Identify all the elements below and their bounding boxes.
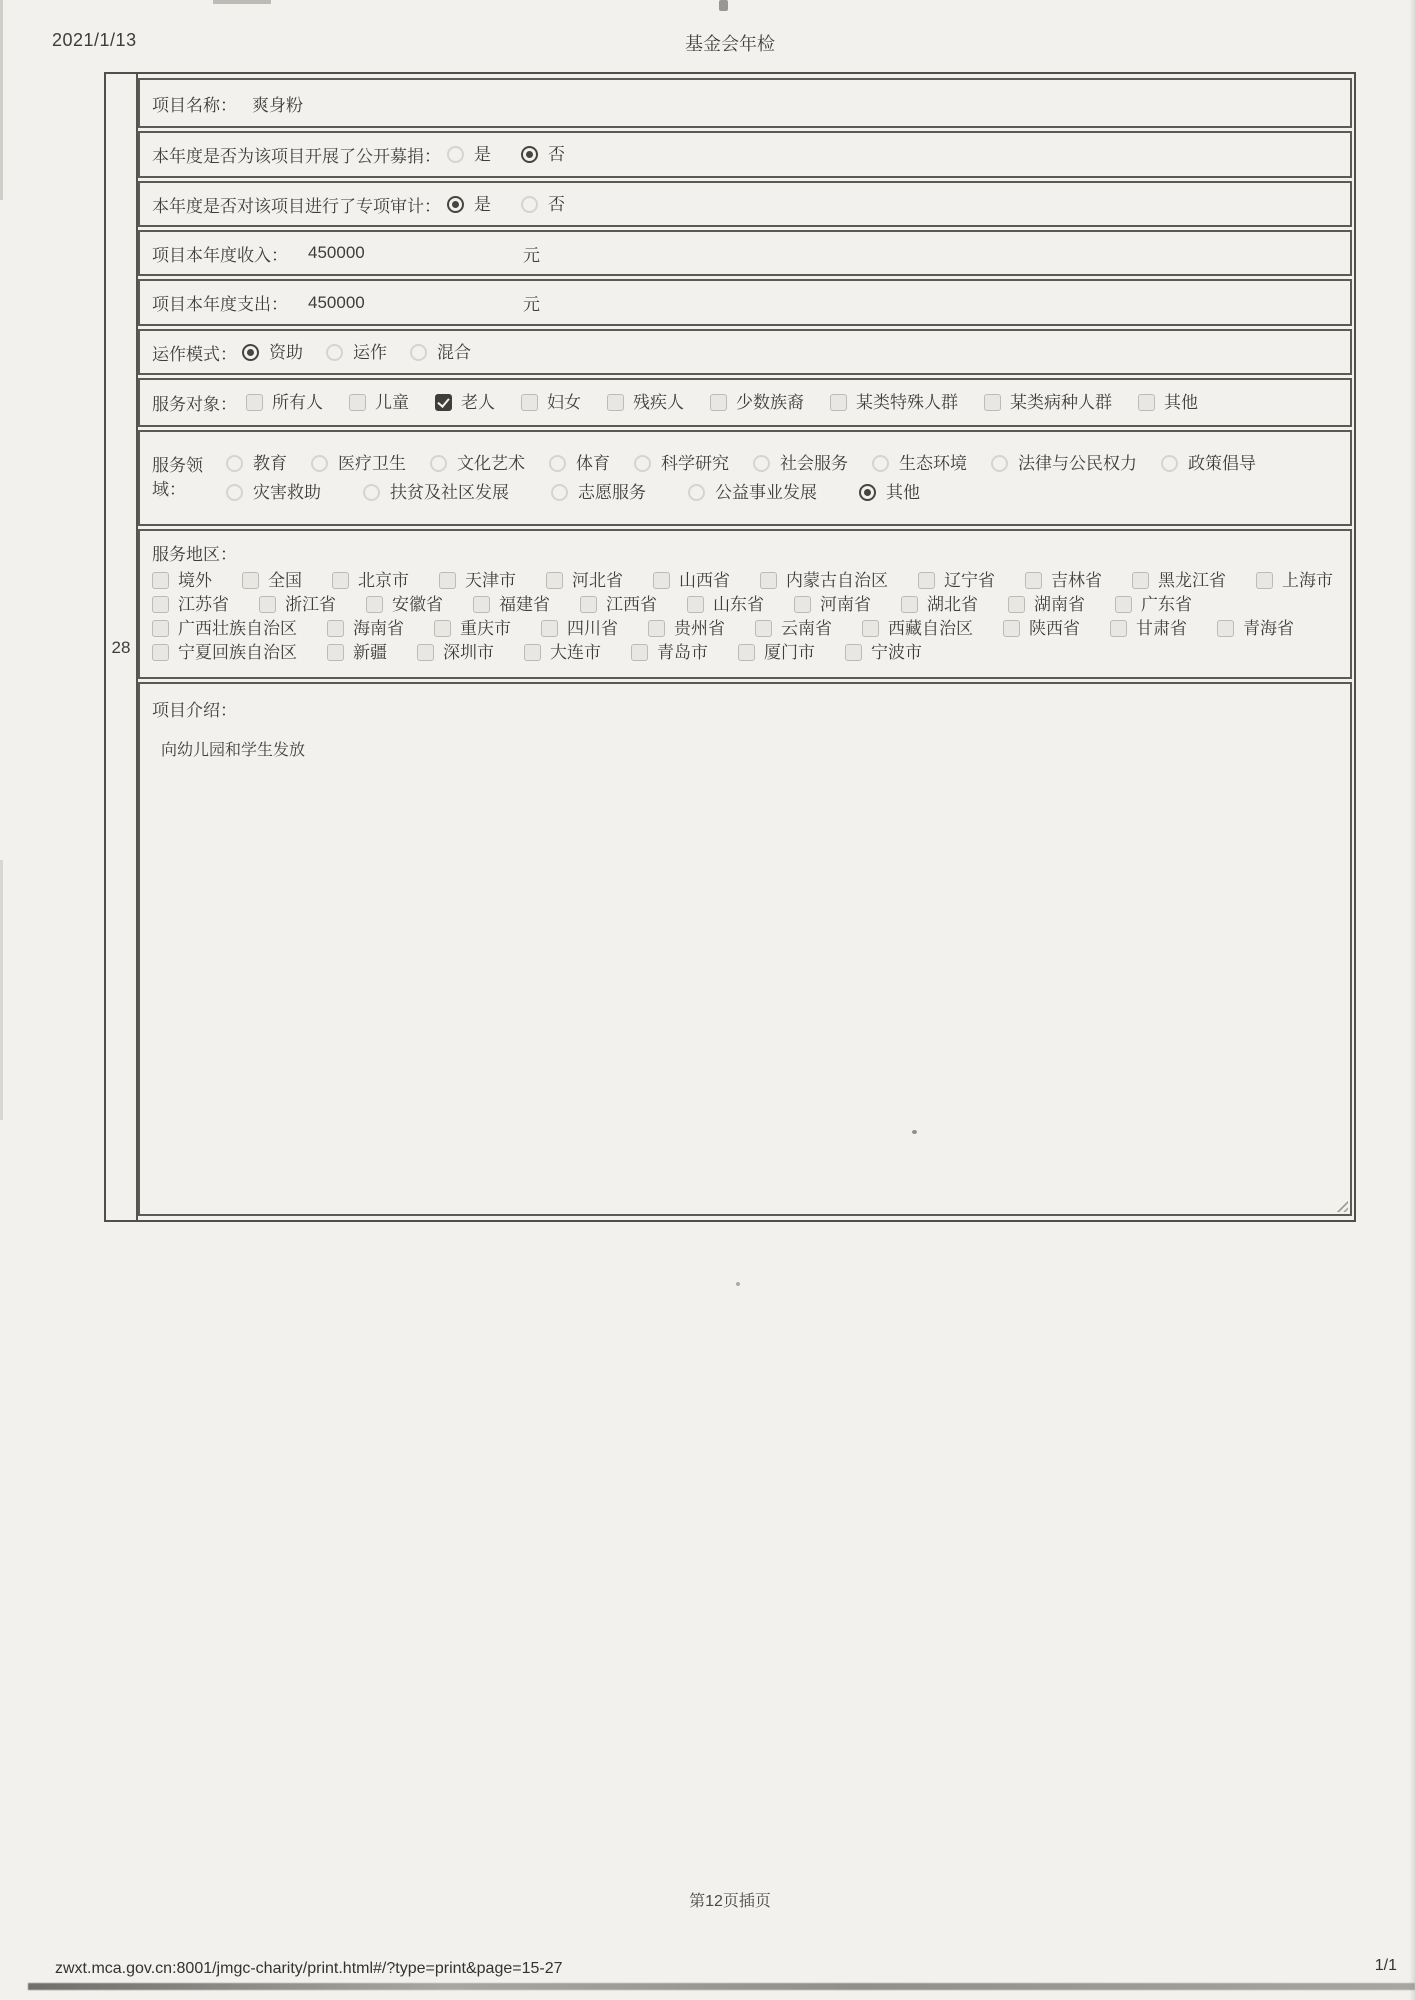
radio-label: 政策倡导 bbox=[1188, 454, 1256, 473]
checkbox-option[interactable] bbox=[435, 394, 495, 411]
checkbox-label: 全国 bbox=[268, 571, 302, 590]
checkbox-label: 黑龙江省 bbox=[1158, 571, 1226, 590]
service-field-label bbox=[152, 454, 226, 502]
service-area-line2 bbox=[152, 596, 1340, 613]
annual-income-unit: 元 bbox=[523, 245, 540, 265]
checkbox-icon[interactable] bbox=[794, 596, 811, 613]
radio-option[interactable] bbox=[551, 484, 646, 501]
checkbox-icon[interactable] bbox=[1025, 572, 1042, 589]
checkbox-option[interactable] bbox=[524, 644, 601, 661]
radio-label: 运作 bbox=[353, 342, 387, 362]
radio-label: 公益事业发展 bbox=[715, 483, 817, 502]
scan-artifact bbox=[0, 0, 3, 200]
checkbox-icon[interactable] bbox=[435, 394, 452, 411]
checkbox-icon[interactable] bbox=[473, 596, 490, 613]
service-field-label-line1: 服务领 bbox=[152, 456, 203, 475]
checkbox-label: 妇女 bbox=[547, 393, 581, 412]
radio-option[interactable] bbox=[753, 455, 848, 472]
radio-label: 社会服务 bbox=[780, 454, 848, 473]
radio-icon[interactable] bbox=[410, 344, 427, 361]
checkbox-label: 新疆 bbox=[353, 643, 387, 662]
public-fundraising-label: 本年度是否为该项目开展了公开募捐： bbox=[152, 147, 441, 166]
checkbox-option[interactable] bbox=[152, 572, 212, 589]
checkbox-option[interactable] bbox=[246, 394, 323, 411]
checkbox-label: 大连市 bbox=[550, 643, 601, 662]
checkbox-label: 重庆市 bbox=[460, 619, 511, 638]
checkbox-option[interactable] bbox=[687, 596, 764, 613]
checkbox-label: 河南省 bbox=[820, 595, 871, 614]
checkbox-label: 江苏省 bbox=[178, 595, 229, 614]
radio-label: 生态环境 bbox=[899, 454, 967, 473]
radio-option[interactable] bbox=[872, 455, 967, 472]
checkbox-option[interactable] bbox=[845, 644, 922, 661]
checkbox-option[interactable] bbox=[653, 572, 730, 589]
checkbox-option[interactable] bbox=[984, 394, 1112, 411]
checkbox-icon[interactable] bbox=[1132, 572, 1149, 589]
checkbox-icon[interactable] bbox=[546, 572, 563, 589]
radio-option[interactable] bbox=[311, 455, 406, 472]
radio-label: 法律与公民权力 bbox=[1018, 454, 1137, 473]
checkbox-option[interactable] bbox=[631, 644, 708, 661]
row-project-name bbox=[138, 78, 1352, 128]
form-rows bbox=[138, 74, 1354, 1220]
checkbox-icon[interactable] bbox=[242, 572, 259, 589]
page-indicator: 1/1 bbox=[1374, 1957, 1397, 1974]
checkbox-label: 宁夏回族自治区 bbox=[178, 643, 297, 662]
checkbox-label: 所有人 bbox=[272, 393, 323, 412]
checkbox-label: 河北省 bbox=[572, 571, 623, 590]
row-special-audit bbox=[138, 181, 1352, 227]
row-annual-expense bbox=[138, 279, 1352, 326]
radio-option[interactable] bbox=[430, 455, 525, 472]
service-area-line3 bbox=[152, 620, 1340, 637]
checkbox-label: 天津市 bbox=[465, 571, 516, 590]
project-name-value: 爽身粉 bbox=[252, 95, 303, 115]
checkbox-label: 深圳市 bbox=[443, 643, 494, 662]
radio-icon[interactable] bbox=[549, 455, 566, 472]
checkbox-icon[interactable] bbox=[1217, 620, 1234, 637]
checkbox-option[interactable] bbox=[439, 572, 516, 589]
radio-label: 教育 bbox=[253, 454, 287, 473]
checkbox-label: 少数族裔 bbox=[736, 393, 804, 412]
radio-label: 文化艺术 bbox=[457, 454, 525, 473]
radio-icon[interactable] bbox=[326, 344, 343, 361]
radio-icon[interactable] bbox=[521, 146, 538, 163]
checkbox-icon[interactable] bbox=[152, 644, 169, 661]
checkbox-label: 青岛市 bbox=[657, 643, 708, 662]
radio-label: 科学研究 bbox=[661, 454, 729, 473]
checkbox-icon[interactable] bbox=[417, 644, 434, 661]
checkbox-icon[interactable] bbox=[152, 596, 169, 613]
checkbox-label: 某类特殊人群 bbox=[856, 393, 958, 412]
row-project-intro bbox=[138, 682, 1352, 1216]
checkbox-label: 福建省 bbox=[499, 595, 550, 614]
radio-icon[interactable] bbox=[521, 196, 538, 213]
checkbox-icon[interactable] bbox=[366, 596, 383, 613]
radio-label: 否 bbox=[548, 145, 565, 164]
checkbox-option[interactable] bbox=[152, 644, 297, 661]
service-area-line1 bbox=[152, 572, 1340, 589]
row-service-target bbox=[138, 378, 1352, 427]
checkbox-label: 海南省 bbox=[353, 619, 404, 638]
checkbox-icon[interactable] bbox=[1115, 596, 1132, 613]
checkbox-option[interactable] bbox=[152, 596, 229, 613]
radio-option[interactable] bbox=[634, 455, 729, 472]
checkbox-icon[interactable] bbox=[760, 572, 777, 589]
service-target-label: 服务对象： bbox=[152, 395, 237, 414]
checkbox-icon[interactable] bbox=[327, 644, 344, 661]
checkbox-option[interactable] bbox=[760, 572, 888, 589]
radio-icon[interactable] bbox=[1161, 455, 1178, 472]
checkbox-option[interactable] bbox=[918, 572, 995, 589]
checkbox-icon[interactable] bbox=[862, 620, 879, 637]
checkbox-icon[interactable] bbox=[1256, 572, 1273, 589]
checkbox-option[interactable] bbox=[1138, 394, 1198, 411]
radio-option[interactable] bbox=[226, 455, 287, 472]
radio-option[interactable] bbox=[447, 146, 491, 163]
radio-icon[interactable] bbox=[688, 484, 705, 501]
checkbox-label: 山东省 bbox=[713, 595, 764, 614]
checkbox-label: 陕西省 bbox=[1029, 619, 1080, 638]
scan-artifact bbox=[719, 0, 728, 11]
checkbox-label: 甘肃省 bbox=[1136, 619, 1187, 638]
checkbox-icon[interactable] bbox=[755, 620, 772, 637]
service-field-line2 bbox=[226, 484, 1256, 501]
resize-grip-icon[interactable] bbox=[1334, 1198, 1348, 1212]
checkbox-icon[interactable] bbox=[152, 572, 169, 589]
scan-artifact bbox=[28, 1983, 1415, 1990]
radio-option[interactable] bbox=[859, 484, 920, 501]
radio-icon[interactable] bbox=[551, 484, 568, 501]
checkbox-icon[interactable] bbox=[259, 596, 276, 613]
checkbox-icon[interactable] bbox=[434, 620, 451, 637]
checkbox-option[interactable] bbox=[327, 620, 404, 637]
checkbox-label: 境外 bbox=[178, 571, 212, 590]
annual-expense-value: 450000 bbox=[308, 292, 365, 312]
checkbox-option[interactable] bbox=[473, 596, 550, 613]
checkbox-label: 安徽省 bbox=[392, 595, 443, 614]
project-intro-label: 项目介绍： bbox=[152, 701, 237, 720]
special-audit-label: 本年度是否对该项目进行了专项审计： bbox=[152, 196, 441, 216]
checkbox-option[interactable] bbox=[830, 394, 958, 411]
radio-label: 是 bbox=[474, 145, 491, 164]
project-intro-value: 向幼儿园和学生发放 bbox=[161, 742, 306, 759]
scan-artifact bbox=[1409, 0, 1415, 2000]
service-field-line1 bbox=[226, 455, 1256, 472]
checkbox-icon[interactable] bbox=[648, 620, 665, 637]
service-field-label-line2: 域： bbox=[152, 480, 186, 499]
annual-expense-label: 项目本年度支出： bbox=[152, 295, 288, 314]
radio-option[interactable] bbox=[363, 484, 509, 501]
checkbox-icon[interactable] bbox=[1003, 620, 1020, 637]
checkbox-icon[interactable] bbox=[607, 394, 624, 411]
radio-icon[interactable] bbox=[226, 455, 243, 472]
radio-label: 混合 bbox=[437, 342, 471, 362]
special-audit-options bbox=[447, 196, 565, 213]
checkbox-label: 西藏自治区 bbox=[888, 619, 973, 638]
radio-icon[interactable] bbox=[311, 455, 328, 472]
checkbox-label: 江西省 bbox=[606, 595, 657, 614]
checkbox-option[interactable] bbox=[580, 596, 657, 613]
checkbox-icon[interactable] bbox=[246, 394, 263, 411]
radio-icon[interactable] bbox=[991, 455, 1008, 472]
radio-option[interactable] bbox=[521, 146, 565, 163]
source-url: zwxt.mca.gov.cn:8001/jmgc-charity/print.html#/?type=print&page=15-27 bbox=[55, 1960, 563, 1977]
page-title: 基金会年检 bbox=[685, 34, 775, 54]
checkbox-label: 湖北省 bbox=[927, 595, 978, 614]
checkbox-label: 老人 bbox=[461, 393, 495, 412]
radio-icon[interactable] bbox=[447, 146, 464, 163]
radio-label: 扶贫及社区发展 bbox=[390, 483, 509, 502]
radio-icon[interactable] bbox=[447, 196, 464, 213]
checkbox-icon[interactable] bbox=[687, 596, 704, 613]
annual-income-label: 项目本年度收入： bbox=[152, 245, 288, 265]
checkbox-option[interactable] bbox=[521, 394, 581, 411]
scan-artifact bbox=[0, 860, 3, 1120]
radio-label: 体育 bbox=[576, 454, 610, 473]
radio-label: 医疗卫生 bbox=[338, 454, 406, 473]
checkbox-label: 广东省 bbox=[1141, 595, 1192, 614]
checkbox-icon[interactable] bbox=[541, 620, 558, 637]
radio-option[interactable] bbox=[326, 344, 387, 361]
public-fundraising-options bbox=[447, 146, 565, 163]
checkbox-icon[interactable] bbox=[738, 644, 755, 661]
checkbox-label: 青海省 bbox=[1243, 619, 1294, 638]
checkbox-option[interactable] bbox=[1110, 620, 1187, 637]
checkbox-option[interactable] bbox=[1025, 572, 1102, 589]
checkbox-icon[interactable] bbox=[984, 394, 1001, 411]
checkbox-label: 上海市 bbox=[1282, 571, 1333, 590]
checkbox-option[interactable] bbox=[862, 620, 973, 637]
radio-option[interactable] bbox=[549, 455, 610, 472]
checkbox-option[interactable] bbox=[349, 394, 409, 411]
radio-option[interactable] bbox=[226, 484, 321, 501]
checkbox-icon[interactable] bbox=[631, 644, 648, 661]
service-target-options bbox=[246, 394, 1198, 411]
radio-option[interactable] bbox=[1161, 455, 1256, 472]
checkbox-label: 儿童 bbox=[375, 393, 409, 412]
row-service-field bbox=[138, 430, 1352, 526]
radio-icon[interactable] bbox=[634, 455, 651, 472]
checkbox-option[interactable] bbox=[648, 620, 725, 637]
row-public-fundraising bbox=[138, 131, 1352, 178]
checkbox-icon[interactable] bbox=[918, 572, 935, 589]
service-field-lines bbox=[226, 455, 1256, 501]
project-name-label: 项目名称： bbox=[152, 95, 237, 115]
radio-label: 资助 bbox=[269, 342, 303, 362]
radio-option[interactable] bbox=[447, 196, 491, 213]
checkbox-label: 吉林省 bbox=[1051, 571, 1102, 590]
checkbox-option[interactable] bbox=[546, 572, 623, 589]
annual-expense-unit: 元 bbox=[523, 295, 540, 314]
checkbox-label: 贵州省 bbox=[674, 619, 725, 638]
checkbox-label: 四川省 bbox=[567, 619, 618, 638]
checkbox-option[interactable] bbox=[366, 596, 443, 613]
row-number-gutter bbox=[106, 74, 138, 1220]
checkbox-option[interactable] bbox=[434, 620, 511, 637]
radio-icon[interactable] bbox=[242, 344, 259, 361]
checkbox-icon[interactable] bbox=[653, 572, 670, 589]
radio-icon[interactable] bbox=[859, 484, 876, 501]
radio-label: 其他 bbox=[886, 483, 920, 502]
checkbox-label: 山西省 bbox=[679, 571, 730, 590]
checkbox-option[interactable] bbox=[901, 596, 978, 613]
checkbox-option[interactable] bbox=[259, 596, 336, 613]
checkbox-option[interactable] bbox=[738, 644, 815, 661]
checkbox-icon[interactable] bbox=[830, 394, 847, 411]
row-service-area bbox=[138, 529, 1352, 679]
checkbox-icon[interactable] bbox=[580, 596, 597, 613]
radio-label: 灾害救助 bbox=[253, 483, 321, 502]
print-date: 2021/1/13 bbox=[52, 30, 137, 50]
radio-icon[interactable] bbox=[363, 484, 380, 501]
row-number: 28 bbox=[111, 638, 131, 657]
row-annual-income bbox=[138, 230, 1352, 276]
scan-artifact bbox=[736, 1282, 740, 1286]
checkbox-label: 广西壮族自治区 bbox=[178, 619, 297, 638]
checkbox-icon[interactable] bbox=[439, 572, 456, 589]
checkbox-icon[interactable] bbox=[327, 620, 344, 637]
service-area-label: 服务地区： bbox=[152, 545, 237, 564]
checkbox-label: 辽宁省 bbox=[944, 571, 995, 590]
checkbox-icon[interactable] bbox=[1138, 394, 1155, 411]
checkbox-label: 浙江省 bbox=[285, 595, 336, 614]
radio-icon[interactable] bbox=[226, 484, 243, 501]
checkbox-label: 残疾人 bbox=[633, 393, 684, 412]
checkbox-option[interactable] bbox=[417, 644, 494, 661]
checkbox-icon[interactable] bbox=[521, 394, 538, 411]
checkbox-icon[interactable] bbox=[710, 394, 727, 411]
operation-mode-label: 运作模式： bbox=[152, 344, 237, 364]
checkbox-option[interactable] bbox=[242, 572, 302, 589]
radio-label: 是 bbox=[474, 194, 491, 214]
checkbox-option[interactable] bbox=[327, 644, 387, 661]
checkbox-icon[interactable] bbox=[524, 644, 541, 661]
operation-mode-options bbox=[242, 344, 471, 361]
checkbox-label: 湖南省 bbox=[1034, 595, 1085, 614]
radio-label: 志愿服务 bbox=[578, 483, 646, 502]
checkbox-label: 某类病种人群 bbox=[1010, 393, 1112, 412]
project-form-table bbox=[104, 72, 1356, 1222]
checkbox-label: 宁波市 bbox=[871, 643, 922, 662]
checkbox-icon[interactable] bbox=[845, 644, 862, 661]
checkbox-option[interactable] bbox=[1003, 620, 1080, 637]
checkbox-icon[interactable] bbox=[349, 394, 366, 411]
checkbox-option[interactable] bbox=[1115, 596, 1192, 613]
checkbox-option[interactable] bbox=[710, 394, 804, 411]
radio-option[interactable] bbox=[688, 484, 817, 501]
service-area-line4 bbox=[152, 644, 1340, 661]
checkbox-icon[interactable] bbox=[901, 596, 918, 613]
checkbox-option[interactable] bbox=[332, 572, 409, 589]
checkbox-icon[interactable] bbox=[152, 620, 169, 637]
radio-option[interactable] bbox=[521, 196, 565, 213]
checkbox-option[interactable] bbox=[1008, 596, 1085, 613]
checkbox-option[interactable] bbox=[1256, 572, 1333, 589]
checkbox-label: 其他 bbox=[1164, 393, 1198, 412]
checkbox-label: 北京市 bbox=[358, 571, 409, 590]
checkbox-label: 云南省 bbox=[781, 619, 832, 638]
checkbox-label: 厦门市 bbox=[764, 643, 815, 662]
checkbox-option[interactable] bbox=[794, 596, 871, 613]
radio-icon[interactable] bbox=[753, 455, 770, 472]
checkbox-option[interactable] bbox=[1217, 620, 1294, 637]
checkbox-option[interactable] bbox=[607, 394, 684, 411]
checkbox-label: 内蒙古自治区 bbox=[786, 571, 888, 590]
checkbox-option[interactable] bbox=[755, 620, 832, 637]
radio-option[interactable] bbox=[410, 344, 471, 361]
checkbox-option[interactable] bbox=[152, 620, 297, 637]
annual-income-value: 450000 bbox=[308, 243, 365, 262]
checkbox-icon[interactable] bbox=[1008, 596, 1025, 613]
checkbox-option[interactable] bbox=[541, 620, 618, 637]
radio-option[interactable] bbox=[242, 344, 303, 361]
scan-artifact bbox=[213, 0, 271, 4]
checkbox-icon[interactable] bbox=[1110, 620, 1127, 637]
row-operation-mode bbox=[138, 329, 1352, 375]
checkbox-icon[interactable] bbox=[332, 572, 349, 589]
radio-icon[interactable] bbox=[872, 455, 889, 472]
radio-icon[interactable] bbox=[430, 455, 447, 472]
radio-option[interactable] bbox=[991, 455, 1137, 472]
radio-label: 否 bbox=[548, 194, 565, 214]
insert-page-note: 第12页插页 bbox=[689, 1893, 771, 1910]
checkbox-option[interactable] bbox=[1132, 572, 1226, 589]
